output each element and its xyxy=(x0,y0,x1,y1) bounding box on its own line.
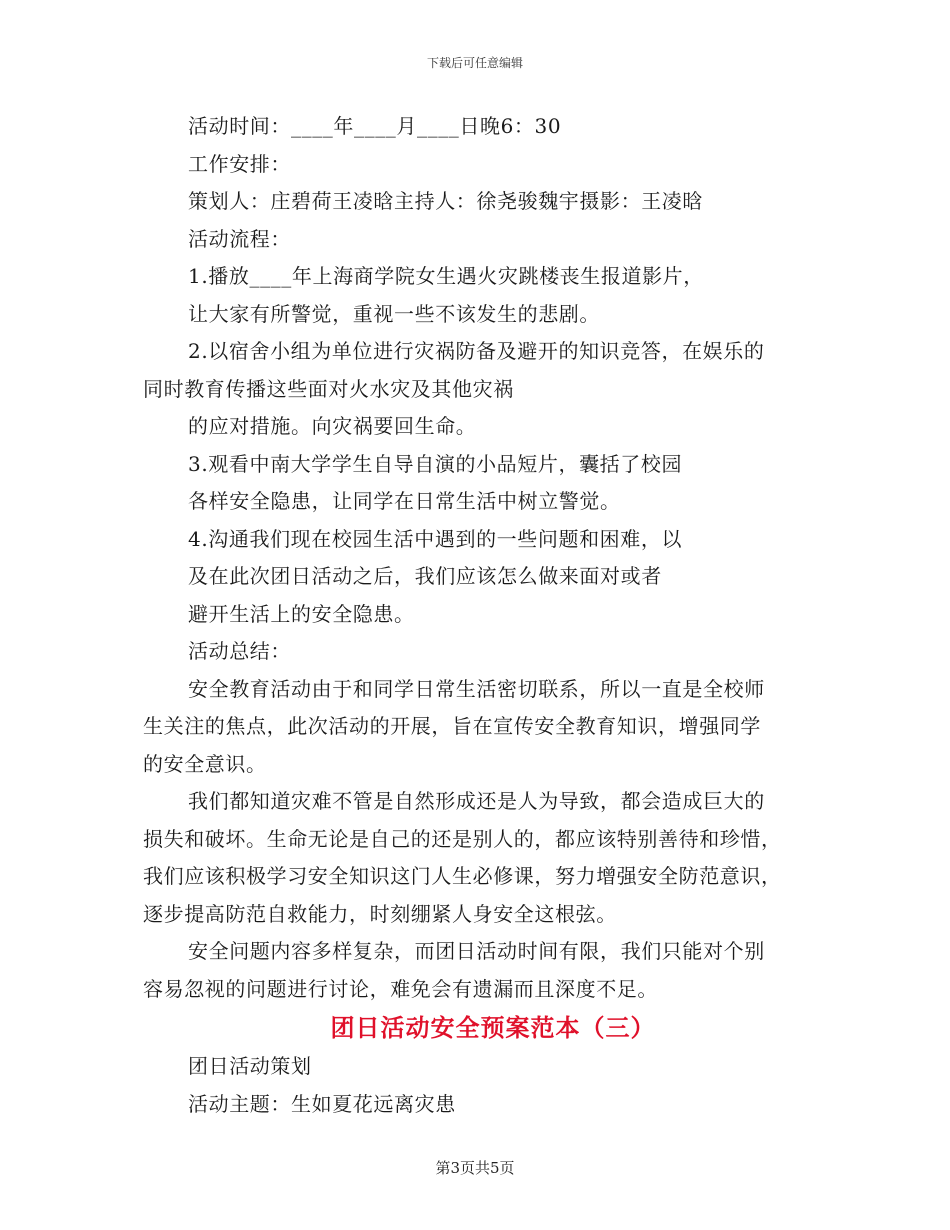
paragraph-line: 活动时间：____年____月____日晚6：30 xyxy=(188,114,562,138)
paragraph-line: 活动流程： xyxy=(188,226,291,251)
paragraph-line: 逐步提高防范自救能力，时刻绷紧人身安全这根弦。 xyxy=(143,901,617,926)
paragraph-line: 让大家有所警觉，重视一些不该发生的悲剧。 xyxy=(188,301,600,326)
section-title: 团日活动安全预案范本（三） xyxy=(330,1013,656,1042)
paragraph-line: 我们应该积极学习安全知识这门人生必修课，努力增强安全防范意识， xyxy=(143,864,782,888)
paragraph-line: 的安全意识。 xyxy=(143,751,267,776)
list-item-line: 2.以宿舍小组为单位进行灾祸防备及避开的知识竞答，在娱乐的 xyxy=(188,339,765,363)
page-footer: 第3页共5页 xyxy=(435,1159,515,1177)
paragraph-line: 生关注的焦点，此次活动的开展，旨在宣传安全教育知识，增强同学 xyxy=(143,714,761,738)
paragraph-line: 容易忽视的问题进行讨论，难免会有遗漏而且深度不足。 xyxy=(143,976,658,1001)
paragraph-line: 活动总结： xyxy=(188,639,291,663)
paragraph-line: 及在此次团日活动之后，我们应该怎么做来面对或者 xyxy=(188,564,662,588)
paragraph-line: 安全教育活动由于和同学日常生活密切联系，所以一直是全校师 xyxy=(188,676,765,701)
list-item-line: 1.播放____年上海商学院女生遇火灾跳楼丧生报道影片， xyxy=(188,264,704,288)
paragraph-line: 损失和破坏。生命无论是自己的还是别人的，都应该特别善待和珍惜， xyxy=(143,826,782,851)
paragraph-line: 团日活动策划 xyxy=(188,1054,312,1078)
paragraph-line: 同时教育传播这些面对火水灾及其他灾祸 xyxy=(143,376,514,401)
paragraph-line: 各样安全隐患，让同学在日常生活中树立警觉。 xyxy=(188,489,621,513)
paragraph-line: 的应对措施。向灾祸要回生命。 xyxy=(188,414,477,438)
list-item-line: 3.观看中南大学学生自导自演的小品短片，囊括了校园 xyxy=(188,451,683,476)
page-header: 下载后可任意编辑 xyxy=(426,56,523,70)
document-body xyxy=(143,108,803,1123)
paragraph-line: 安全问题内容多样复杂，而团日活动时间有限，我们只能对个别 xyxy=(188,939,765,963)
paragraph-line: 工作安排： xyxy=(188,151,291,176)
list-item-line: 4.沟通我们现在校园生活中遇到的一些问题和困难，以 xyxy=(188,526,683,551)
paragraph-line: 策划人：庄碧荷王凌晗主持人：徐尧骏魏宇摄影：王凌晗 xyxy=(188,189,703,213)
paragraph-line: 活动主题：生如夏花远离灾患 xyxy=(188,1091,456,1116)
paragraph-line: 避开生活上的安全隐患。 xyxy=(188,601,415,626)
paragraph-line: 我们都知道灾难不管是自然形成还是人为导致，都会造成巨大的 xyxy=(188,789,765,813)
